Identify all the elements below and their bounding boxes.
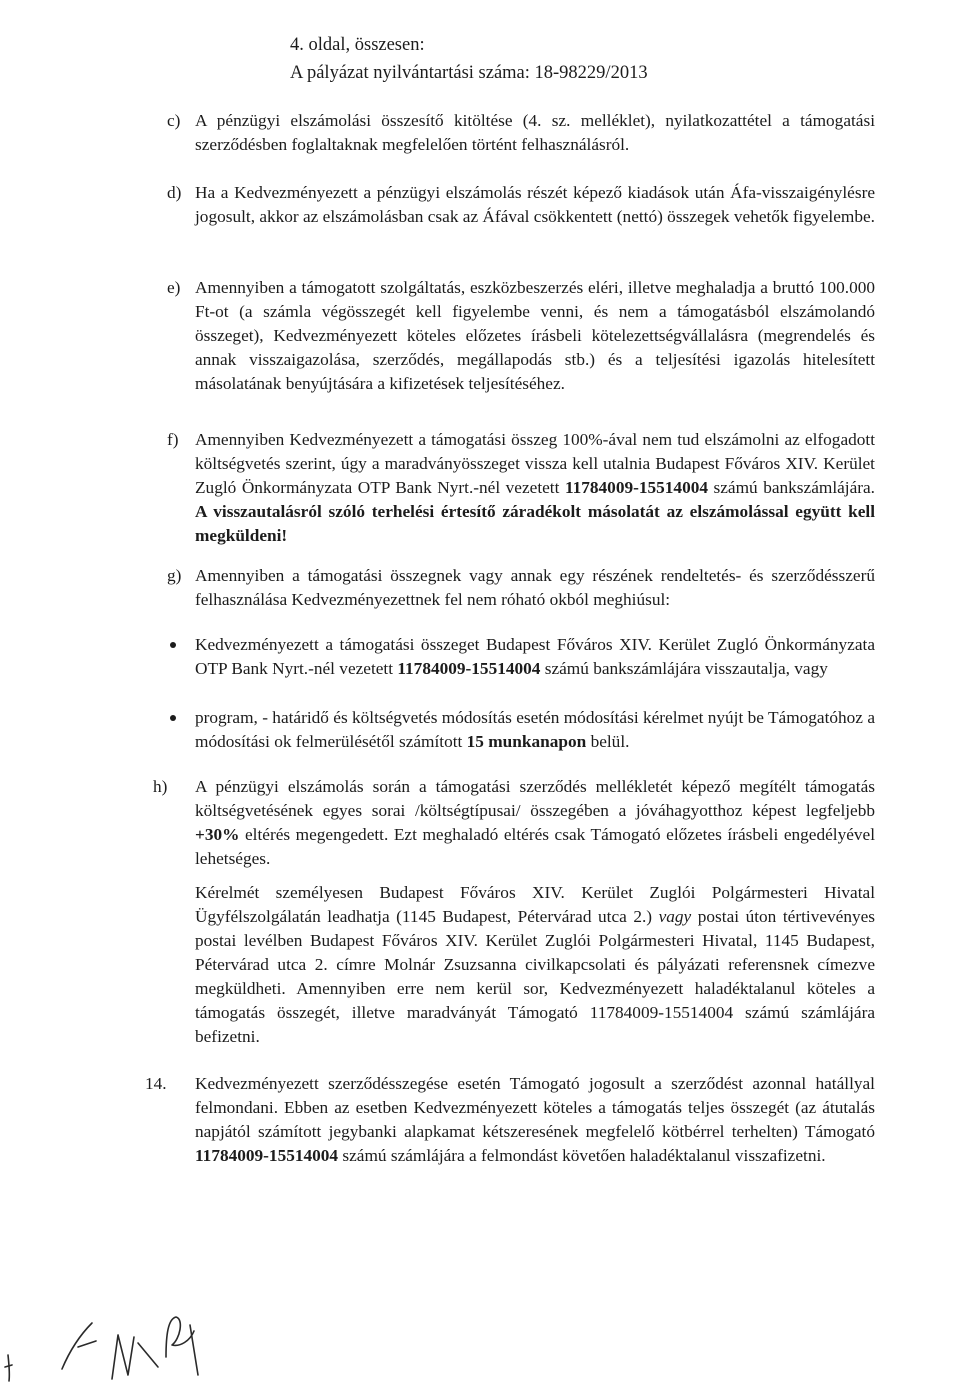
item-marker: e)	[167, 278, 181, 297]
bullet-text	[195, 706, 875, 754]
bullet-item	[167, 706, 875, 754]
page-header	[290, 31, 710, 87]
list-item-f	[167, 428, 875, 548]
list-item-g	[167, 564, 875, 612]
item-text-plain: Amennyiben Kedvezményezett a támogatási összeg 100%-ával nem tud elszámolni az elfogadott költségvetés szerint, úgy a maradványösszeget vissza kell utalnia Budapest Főváros XIV. Kerület Zugló Önkormányzata OTP Bank Nyrt.-nél vezetett	[195, 430, 875, 497]
section-number: 14.	[145, 1074, 167, 1093]
item-marker: f)	[167, 430, 179, 449]
item-text: Amennyiben a támogatott szolgáltatás, eszközbeszerzés eléri, illetve meghaladja a bruttó 100.000 Ft-ot (a számla végösszegét kell figyelembe venni, és nem a támogatásból elszámolandó összeget), Kedvezményezett köteles előzetes írásbeli kötelezettségvállalásra (megrendelés és annak visszaigazolása, szerződés, megállapodás stb.) és a teljesítési igazolás hitelesített másolatának benyújtására a kifizetések teljesítéséhez.	[195, 278, 875, 393]
item-text: Ha a Kedvezményezett a pénzügyi elszámolás részét képező kiadások után Áfa-visszaigénylésre jogosult, akkor az elszámolásban csak az Áfával csökkentett (nettó) összegek vehetők figyelembe.	[195, 183, 875, 226]
italic-conjunction: vagy	[658, 907, 692, 926]
item-text: A pénzügyi elszámolási összesítő kitöltése (4. sz. melléklet), nyilatkozattétel a támogatási szerződésben foglaltaknak megfelelően történt felhasználásról.	[195, 111, 875, 154]
item-marker: g)	[167, 566, 182, 585]
item-text	[195, 775, 875, 871]
section-text-plain-2: számú számlájára a felmondást követően haladéktalanul visszafizetni.	[338, 1146, 826, 1165]
item-marker: d)	[167, 183, 182, 202]
bullet-text-plain: Kedvezményezett a támogatási összeget Budapest Főváros XIV. Kerület Zugló Önkormányzata OTP Bank Nyrt.-nél vezetett	[195, 635, 875, 678]
paragraph-text: Kérelmét személyesen Budapest Főváros XIV. Kerület Zuglói Polgármesteri Hivatal Ügyfélszolgálatán leadhatja (1145 Budapest, Pétervárad utca 2.)	[195, 883, 875, 926]
bullet-text-plain-2: belül.	[586, 732, 630, 751]
item-text-plain-2: eltérés megengedett. Ezt meghaladó eltérés csak Támogató előzetes írásbeli engedélyével lehetséges.	[195, 825, 875, 868]
application-registration-number: A pályázat nyilvántartási száma: 18-98229/2013	[290, 63, 648, 83]
bullet-text	[195, 633, 875, 681]
deadline-days: 15 munkanapon	[466, 732, 587, 751]
bullet-text-plain-2: számú bankszámlájára visszautalja, vagy	[540, 659, 828, 678]
list-item-d	[167, 181, 875, 229]
allowed-deviation-percent: +30%	[195, 825, 240, 844]
list-item-c	[167, 109, 875, 157]
section-text-plain: Kedvezményezett szerződésszegése esetén Támogató jogosult a szerződést azonnal hatállyal felmondani. Ebben az esetben Kedvezményezett köteles a támogatás teljes összegét (az átutalás napjától számított jegybanki alapkamat kétszeresének megfelelő kötbérrel terhelten) Támogató	[195, 1074, 875, 1141]
list-item-e	[167, 276, 875, 396]
item-text: Amennyiben a támogatási összegnek vagy annak egy részének rendeltetés- és szerződésszerű felhasználása Kedvezményezettnek fel nem róható okból meghiúsul:	[195, 566, 875, 609]
submission-paragraph	[195, 881, 875, 1049]
item-text-plain-2: számú bankszámlájára.	[708, 478, 876, 497]
bold-notice: A visszautalásról szóló terhelési értesítő záradékolt másolatát az elszámolással együtt kell megküldeni!	[195, 502, 875, 545]
section-14	[145, 1072, 875, 1168]
page-number: 4. oldal, összesen:	[290, 35, 425, 55]
list-item-h	[153, 775, 875, 871]
bullet-text-plain: program, - határidő és költségvetés módosítás esetén módosítási kérelmet nyújt be Támogatóhoz a módosítási ok felmerülésétől számított	[195, 708, 875, 751]
bullet-item	[167, 633, 875, 681]
bullet-icon	[170, 715, 176, 721]
paragraph-text-2: postai úton tértivevényes postai levélben Budapest Főváros XIV. Kerület Zuglói Polgármesteri Hivatal, 1145 Budapest, Pétervárad utca 2. címre Molnár Zsuzsanna civilkapcsolati és pályázati referensnek címezve megküldheti. Amennyiben erre nem kerül sor, Kedvezményezett haladéktalanul köteles a támogatás összegét, illetve maradványát Támogató 11784009-15514004 számú számlájára befizetni.	[195, 907, 876, 1046]
item-text	[195, 428, 875, 548]
bank-account-number: 11784009-15514004	[397, 659, 541, 678]
handwritten-initials	[0, 1295, 320, 1385]
section-text	[195, 1072, 875, 1168]
bank-account-number: 11784009-15514004	[564, 478, 708, 497]
item-marker: c)	[167, 111, 181, 130]
signature-icon	[0, 1295, 320, 1385]
bullet-icon	[170, 642, 176, 648]
item-text-plain: A pénzügyi elszámolás során a támogatási szerződés mellékletét képező megítélt támogatás költségvetésének egyes sorai /költségtípusai/ összegében a jóváhagyotthoz képest legfeljebb	[195, 777, 875, 820]
bank-account-number: 11784009-15514004	[195, 1146, 339, 1165]
item-marker: h)	[153, 777, 168, 796]
